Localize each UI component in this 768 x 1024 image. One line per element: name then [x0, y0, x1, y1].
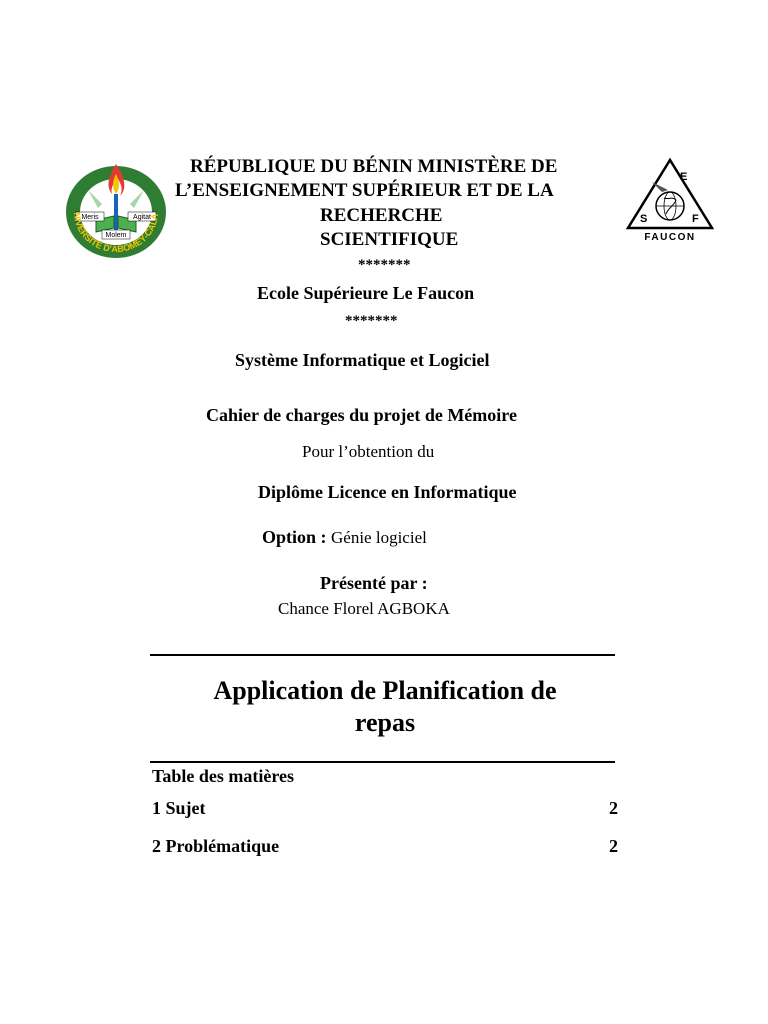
toc-item[interactable]	[152, 798, 618, 819]
toc-item-page: 2	[609, 836, 618, 856]
program-name: Système Informatique et Logiciel	[235, 350, 490, 370]
faucon-letter-f: F	[692, 213, 699, 225]
doc-type: Cahier de charges du projet de Mémoire	[206, 405, 517, 425]
toc-heading: Table des matières	[152, 766, 294, 786]
separator-2: *******	[345, 313, 398, 329]
header-line-4: SCIENTIFIQUE	[320, 229, 459, 250]
header-line-2: L’ENSEIGNEMENT SUPÉRIEUR ET DE LA	[175, 180, 554, 201]
school-name: Ecole Supérieure Le Faucon	[257, 283, 475, 303]
separator-1: *******	[358, 257, 411, 273]
ring-text: NIVERSITÉ D'ABOMEY-CALA	[71, 211, 160, 255]
author-name: Chance Florel AGBOKA	[278, 599, 450, 618]
motto-left: Meris	[81, 214, 99, 221]
toc-item-label: 1 Sujet	[152, 798, 206, 818]
header-line-3: RECHERCHE	[320, 205, 443, 226]
motto-bottom: Molem	[105, 232, 127, 239]
diploma-name: Diplôme Licence en Informatique	[258, 482, 517, 502]
faucon-caption: FAUCON	[644, 232, 696, 242]
presented-label: Présenté par :	[320, 573, 428, 593]
title-rule-bottom	[150, 761, 615, 763]
project-title-line-1: Application de Planification de	[213, 676, 557, 705]
faucon-logo	[622, 156, 718, 242]
title-rule-top	[150, 654, 615, 656]
motto-right: Agitat	[133, 214, 151, 221]
obtention-text: Pour l’obtention du	[302, 442, 435, 461]
option-label: Option :	[262, 527, 327, 547]
faucon-triangle-icon	[622, 156, 718, 242]
university-logo	[62, 160, 170, 260]
toc-item-page: 2	[609, 798, 618, 818]
option-value: Génie logiciel	[331, 528, 427, 547]
option-line	[262, 527, 427, 548]
faucon-letter-s: S	[640, 213, 648, 225]
university-seal-icon	[62, 160, 170, 260]
faucon-letter-e: E	[680, 171, 688, 183]
toc-item[interactable]	[152, 836, 618, 857]
header-line-1: RÉPUBLIQUE DU BÉNIN MINISTÈRE DE	[190, 156, 558, 177]
project-title-line-2: repas	[354, 708, 416, 737]
toc-item-label: 2 Problématique	[152, 836, 280, 856]
